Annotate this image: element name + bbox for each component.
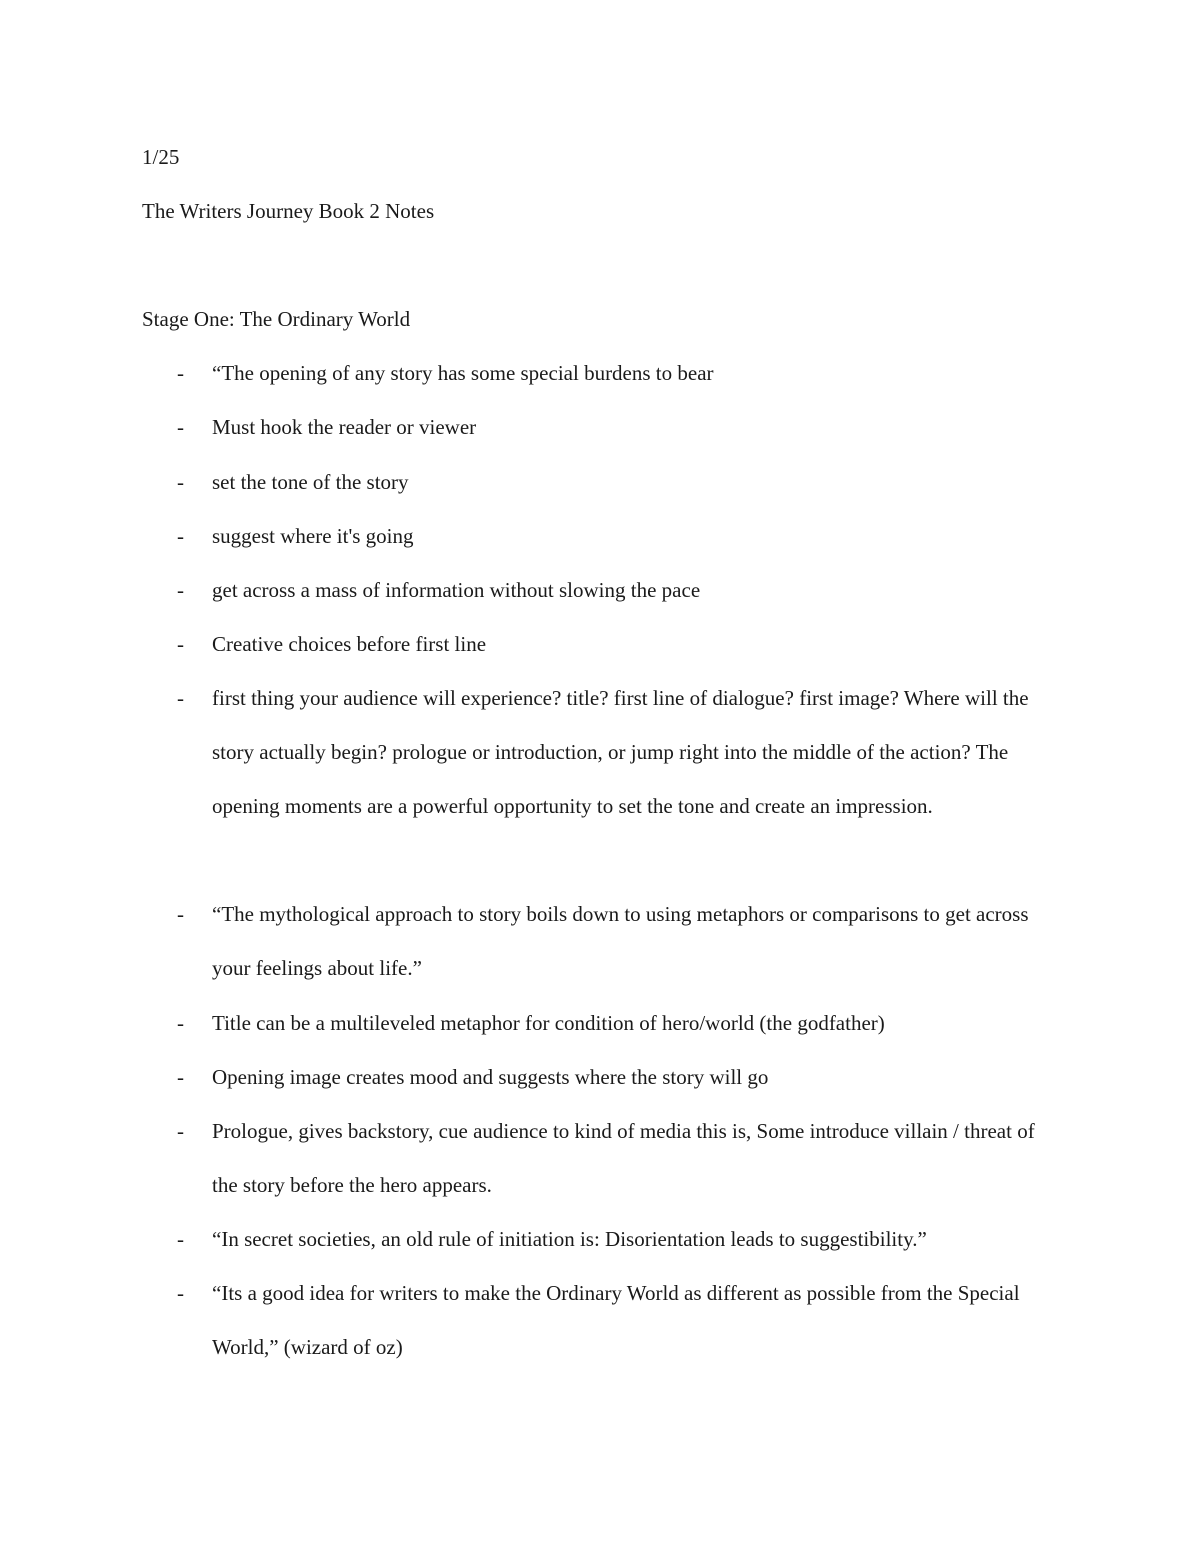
bullet-marker: - [177,415,184,439]
bullet-marker: - [177,1011,184,1035]
bullet-text: suggest where it's going [212,524,414,548]
bullet-marker: - [177,470,184,494]
section-heading: Stage One: The Ordinary World [142,307,411,331]
bullet-marker: - [177,902,184,926]
document-title: The Writers Journey Book 2 Notes [142,199,435,223]
bullet-text: Must hook the reader or viewer [212,415,477,439]
bullet-marker: - [177,632,184,656]
bullet-text: set the tone of the story [212,470,409,494]
bullet-marker: - [177,524,184,548]
bullet-text: Title can be a multileveled metaphor for condition of hero/world (the godfather) [212,1011,885,1035]
bullet-marker: - [177,1119,184,1143]
bullet-marker: - [177,361,184,385]
bullet-text: “In secret societies, an old rule of initiation is: Disorientation leads to suggestibility.” [212,1227,927,1251]
bullet-text: Prologue, gives backstory, cue audience to kind of media this is, Some introduce villain / threat of the story before the hero appears. [212,1119,1035,1198]
bullet-marker: - [177,1281,184,1305]
bullet-text: “The mythological approach to story boils down to using metaphors or comparisons to get across your feelings about life.” [212,902,1029,981]
bullet-text: Creative choices before first line [212,632,487,656]
bullet-marker: - [177,1227,184,1251]
bullet-text: first thing your audience will experience? title? first line of dialogue? first image? Where will the story actually begin? prologue or introduction, or jump right into the middle of the action? The opening moments are a powerful opportunity to set the tone and create an impression. [212,686,1029,819]
bullet-text: get across a mass of information without slowing the pace [212,578,701,602]
bullet-text: “The opening of any story has some special burdens to bear [212,361,714,385]
bullet-text: Opening image creates mood and suggests where the story will go [212,1065,769,1089]
bullet-marker: - [177,1065,184,1089]
bullet-text: “Its a good idea for writers to make the Ordinary World as different as possible from the Special World,” (wizard of oz) [212,1281,1020,1360]
bullet-marker: - [177,686,184,710]
bullet-marker: - [177,578,184,602]
date-line: 1/25 [142,145,180,169]
